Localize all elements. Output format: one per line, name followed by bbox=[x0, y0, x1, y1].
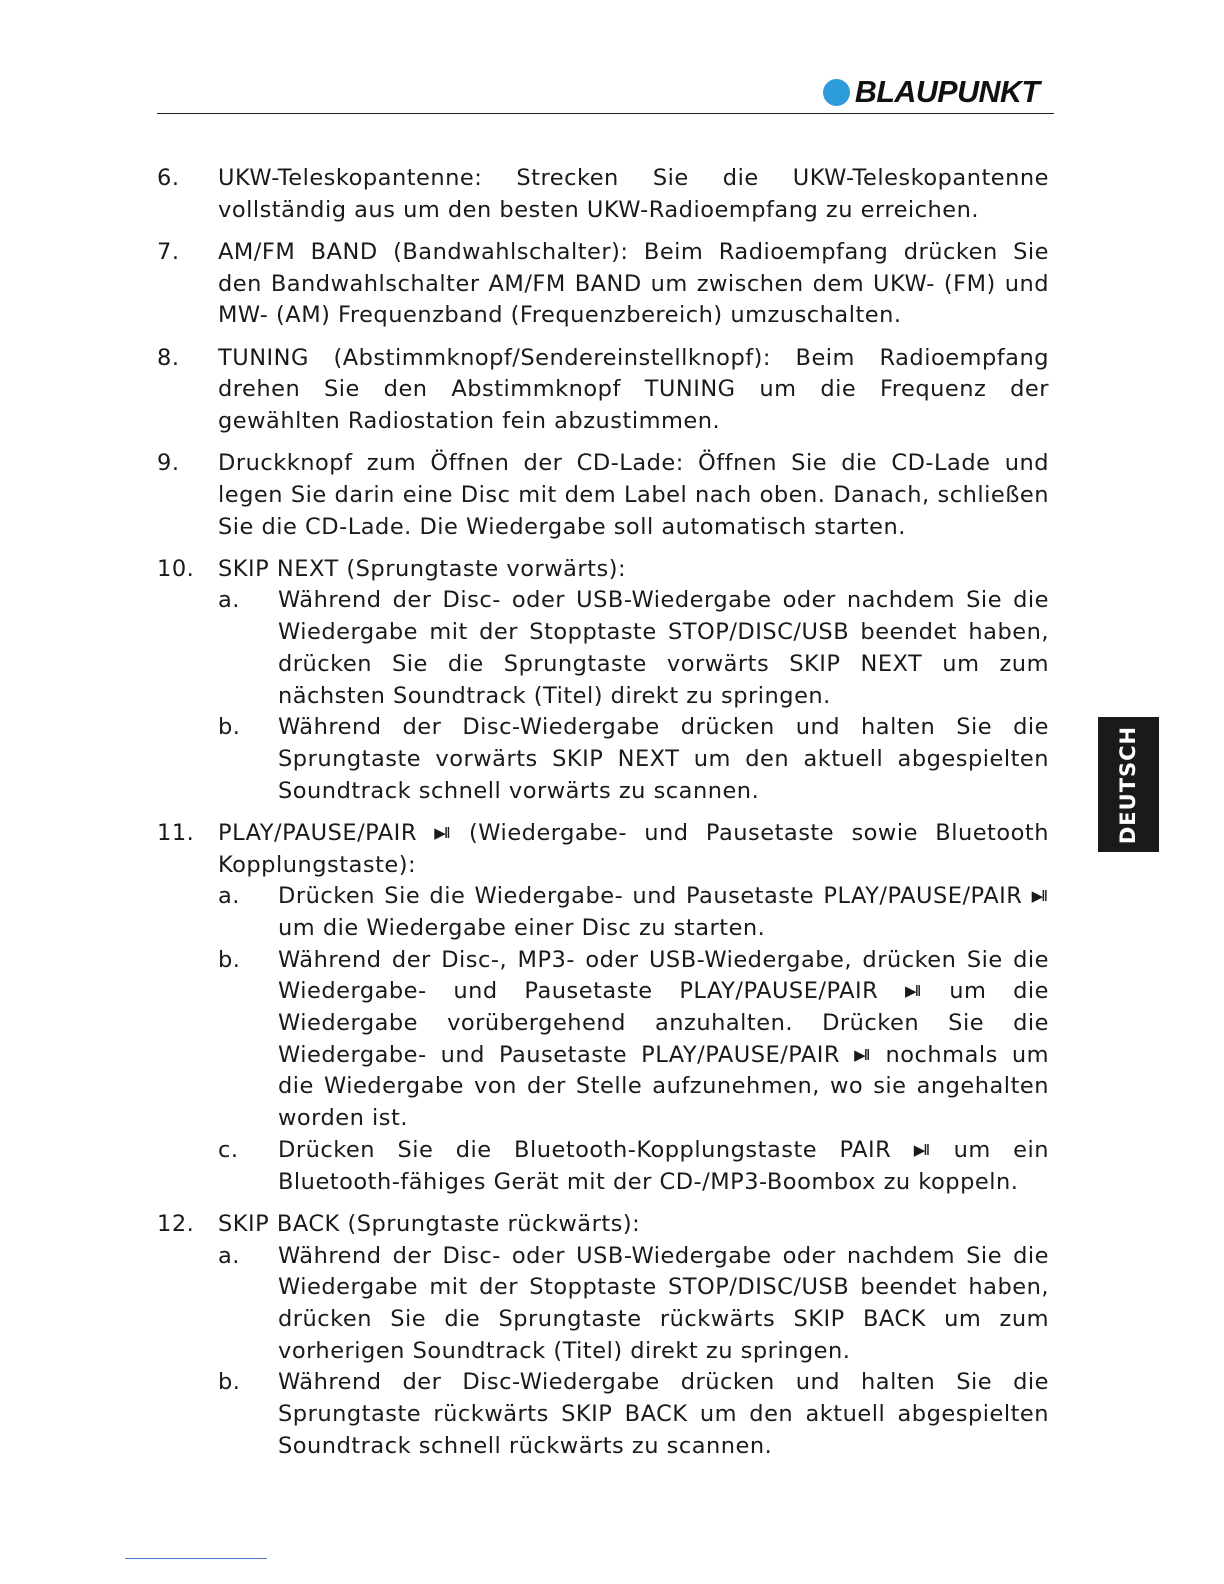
item-number: 11. bbox=[157, 819, 195, 846]
sub-item-c bbox=[218, 1135, 1049, 1198]
sub-item-text: Während der Disc-Wiedergabe drücken und halten Sie die Sprungtaste rückwärts SKIP BACK um den aktuell abgespielten Soundtrack schnell rückwärts zu scannen. bbox=[278, 1369, 1049, 1459]
sub-item-text: Während der Disc- oder USB-Wiedergabe oder nachdem Sie die Wiedergabe mit der Stopptaste STOP/DISC/USB beendet haben, drücken Sie die Sprungtaste rückwärts SKIP BACK um zum vorherigen Soundtrack (Titel) direkt zu springen. bbox=[278, 1242, 1049, 1364]
sub-item-text: Drücken Sie die Wiedergabe- und Pausetaste PLAY/PAUSE/PAIR bbox=[278, 883, 1023, 910]
item-number: 12. bbox=[157, 1210, 195, 1237]
item-text: Druckknopf zum Öffnen der CD-Lade: Öffnen Sie die CD-Lade und legen Sie darin eine Disc mit dem Label nach oben. Danach, schließen Sie die CD-Lade. Die Wiedergabe soll automatisch starten. bbox=[218, 450, 1049, 540]
play-pause-icon: ▶II bbox=[913, 1140, 929, 1159]
list-item-9 bbox=[157, 448, 1049, 543]
sub-item-b bbox=[218, 712, 1049, 807]
item-text: TUNING (Abstimmknopf/Sendereinstellknopf): Beim Radioempfang drehen Sie den Abstimmknopf TUNING um die Frequenz der gewählten Radiostation fein abzustimmen. bbox=[218, 344, 1049, 434]
sub-item-b bbox=[218, 945, 1049, 1135]
sub-item-text: Während der Disc-Wiedergabe drücken und halten Sie die Sprungtaste vorwärts SKIP NEXT um den aktuell abgespielten Soundtrack schnell vorwärts zu scannen. bbox=[278, 714, 1049, 804]
list-item-10 bbox=[157, 554, 1049, 808]
brand-name: BLAUPUNKT bbox=[854, 74, 1040, 109]
sub-item-a bbox=[218, 881, 1049, 944]
item-number: 9. bbox=[157, 450, 180, 477]
language-tab bbox=[1098, 717, 1159, 852]
footer-divider bbox=[125, 1558, 267, 1559]
play-pause-icon: ▶II bbox=[854, 1045, 869, 1064]
list-item-6 bbox=[157, 163, 1049, 226]
sub-item-letter: a. bbox=[218, 883, 240, 910]
item-text: (Wiedergabe- und Pausetaste sowie Bluetooth Kopplungstaste): bbox=[218, 819, 1049, 878]
sub-item-text: nochmals um die Wiedergabe von der Stelle aufzunehmen, wo sie angehalten worden ist. bbox=[278, 1041, 1050, 1132]
item-text: AM/FM BAND (Bandwahlschalter): Beim Radioempfang drücken Sie den Bandwahlschalter AM/FM BAND um zwischen dem UKW- (FM) und MW- (AM) Frequenzband (Frequenzbereich) umzuschalten. bbox=[218, 238, 1049, 329]
sub-item-letter: b. bbox=[218, 714, 241, 741]
item-text: SKIP NEXT (Sprungtaste vorwärts): bbox=[218, 555, 627, 582]
header-divider bbox=[157, 113, 1054, 114]
list-item-7 bbox=[157, 237, 1049, 332]
sub-item-text: Drücken Sie die Bluetooth-Kopplungstaste PAIR bbox=[278, 1136, 892, 1163]
play-pause-icon: ▶II bbox=[1031, 887, 1047, 906]
sub-item-text: um die Wiedergabe einer Disc zu starten. bbox=[278, 914, 766, 941]
sub-item-text: Während der Disc-, MP3- oder USB-Wiedergabe, drücken Sie die Wiedergabe- und Pausetaste PLAY/PAUSE/PAIR bbox=[278, 946, 1049, 1005]
play-pause-icon: ▶II bbox=[434, 823, 449, 842]
logo-dot-icon bbox=[823, 79, 850, 106]
sub-item-letter: c. bbox=[218, 1136, 239, 1163]
item-text: UKW-Teleskopantenne: Strecken Sie die UKW-Teleskopantenne vollständig aus um den besten UKW-Radioempfang zu erreichen. bbox=[218, 165, 1049, 223]
sub-item-text: Während der Disc- oder USB-Wiedergabe oder nachdem Sie die Wiedergabe mit der Stopptaste STOP/DISC/USB beendet haben, drücken Sie die Sprungtaste vorwärts SKIP NEXT um zum nächsten Soundtrack (Titel) direkt zu springen. bbox=[278, 587, 1049, 709]
sub-item-letter: b. bbox=[218, 946, 241, 973]
sub-item-text: um ein Bluetooth-fähiges Gerät mit der CD-/MP3-Boombox zu koppeln. bbox=[278, 1136, 1050, 1195]
list-item-12 bbox=[157, 1209, 1049, 1463]
item-number: 10. bbox=[157, 555, 195, 582]
instruction-list bbox=[157, 163, 1049, 1473]
item-number: 6. bbox=[157, 165, 180, 191]
sub-item-letter: a. bbox=[218, 587, 240, 614]
sub-item-a bbox=[218, 585, 1049, 712]
item-text: PLAY/PAUSE/PAIR bbox=[218, 819, 417, 846]
sub-item-letter: b. bbox=[218, 1369, 241, 1396]
sub-item-letter: a. bbox=[218, 1242, 240, 1269]
sub-item-text: um die Wiedergabe vorübergehend anzuhalten. Drücken Sie die Wiedergabe- und Pausetaste PLAY/PAUSE/PAIR bbox=[278, 978, 1049, 1068]
list-item-8 bbox=[157, 343, 1049, 438]
language-tab-label: DEUTSCH bbox=[1116, 725, 1141, 844]
item-number: 7. bbox=[157, 238, 180, 265]
play-pause-icon: ▶II bbox=[905, 982, 920, 1001]
brand-logo bbox=[823, 76, 1041, 108]
list-item-11 bbox=[157, 818, 1049, 1198]
item-text: SKIP BACK (Sprungtaste rückwärts): bbox=[218, 1210, 641, 1237]
sub-item-b bbox=[218, 1367, 1049, 1462]
sub-item-a bbox=[218, 1241, 1049, 1368]
item-number: 8. bbox=[157, 344, 180, 371]
